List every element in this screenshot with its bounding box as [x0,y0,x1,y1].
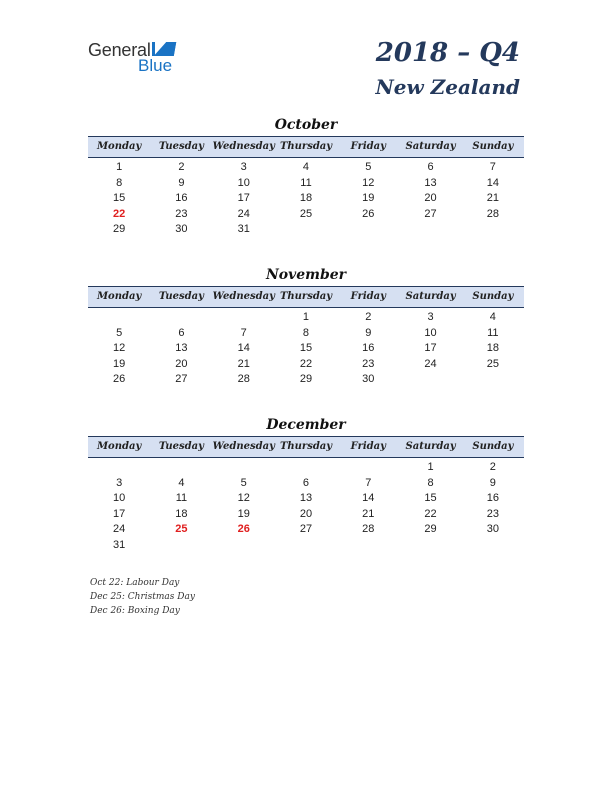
day-cell: 21 [237,357,250,370]
day-cell: 18 [175,507,188,520]
day-cell: 13 [299,492,313,504]
empty-day-cell [150,538,212,554]
day-cell: 24 [424,357,437,370]
empty-day-cell [275,460,337,476]
day-cell: 20 [424,192,437,204]
month-october [88,116,524,238]
day-cell: 26 [237,523,250,535]
day-cell: 5 [365,161,372,173]
day-cell: 19 [113,357,126,370]
weekday-saturday: Saturday [405,141,456,152]
weekday-monday: Monday [96,141,142,152]
week-row [88,507,524,523]
empty-day-cell [337,222,399,238]
holiday-note: Oct 22: Labour Day [90,578,180,588]
empty-day-cell [399,222,461,238]
weekday-monday: Monday [96,441,142,452]
day-cell: 7 [240,326,247,339]
day-cell: 14 [362,492,375,504]
empty-day-cell [275,222,337,238]
week-row [88,326,524,342]
week-row [88,191,524,207]
day-cell: 27 [175,373,188,385]
month-november [88,266,524,388]
day-cell: 18 [486,342,499,354]
day-cell: 8 [302,326,310,339]
weekday-sunday: Sunday [472,141,514,152]
day-cell: 9 [365,326,372,339]
day-cell: 28 [362,523,375,535]
day-cell: 18 [299,192,313,204]
day-cell: 3 [116,476,123,489]
day-cell: 6 [178,326,185,339]
day-cell: 21 [362,507,375,520]
weekday-sunday: Sunday [472,291,514,302]
weekday-monday: Monday [96,291,142,302]
day-cell: 26 [362,207,375,220]
day-cell: 5 [116,326,123,339]
day-cell: 19 [237,507,250,520]
day-cell: 29 [424,523,437,535]
day-cell: 5 [240,476,247,489]
generalblue-logo [88,40,188,76]
day-cell: 28 [486,207,499,220]
flag-triangle-icon [154,42,176,56]
day-cell: 16 [486,492,499,504]
month-december [88,416,524,553]
weekday-wednesday: Wednesday [212,291,275,302]
day-cell: 11 [487,326,499,339]
holiday-note: Dec 25: Christmas Day [90,592,195,602]
empty-day-cell [337,538,399,554]
empty-day-cell [462,222,524,238]
empty-day-cell [399,372,461,388]
day-cell: 25 [486,357,499,370]
day-cell: 8 [427,476,434,489]
day-cell: 2 [365,311,372,323]
day-cell: 3 [427,311,434,323]
day-cell: 24 [237,207,250,220]
day-cell: 1 [427,461,434,473]
day-cell: 7 [489,161,496,173]
day-cell: 12 [362,176,375,189]
day-cell: 14 [237,342,250,354]
day-cell: 3 [240,161,247,173]
day-cell: 27 [299,523,313,535]
weekday-friday: Friday [350,141,386,152]
day-cell: 15 [113,192,126,204]
weekday-tuesday: Tuesday [158,141,204,152]
day-cell: 24 [113,523,126,535]
month-name: October [274,117,338,133]
empty-day-cell [150,310,212,326]
day-cell: 26 [113,373,126,385]
day-cell: 4 [302,161,310,173]
day-cell: 1 [116,161,123,173]
day-cell: 13 [424,176,437,189]
day-cell: 4 [489,311,496,323]
week-row [88,538,524,554]
day-cell: 30 [362,373,375,385]
day-cell: 20 [299,507,313,520]
page-subtitle: New Zealand [375,75,520,99]
day-cell: 27 [424,207,437,220]
day-cell: 29 [113,223,126,235]
week-row [88,372,524,388]
month-name: December [266,417,346,433]
weekday-saturday: Saturday [405,291,456,302]
week-row [88,207,524,223]
day-cell: 31 [113,538,126,551]
day-cell: 31 [237,223,250,235]
day-cell: 8 [116,176,123,189]
weekday-tuesday: Tuesday [158,441,204,452]
weekday-thursday: Thursday [279,441,333,452]
day-cell: 2 [489,461,496,473]
day-cell: 11 [300,176,312,189]
day-cell: 16 [362,342,375,354]
page-title: 2018 – Q4 [375,38,520,68]
empty-day-cell [337,460,399,476]
day-cell: 6 [427,161,434,173]
logo-text-blue: Blue [138,56,173,75]
week-row [88,310,524,326]
day-cell: 21 [486,192,499,204]
week-row [88,522,524,538]
day-cell: 4 [178,476,185,489]
day-cell: 22 [424,507,437,520]
day-cell: 30 [175,223,188,235]
weekday-wednesday: Wednesday [212,141,275,152]
day-cell: 16 [175,192,188,204]
day-cell: 25 [175,523,188,535]
week-row [88,222,524,238]
day-cell: 22 [113,207,126,220]
day-cell: 14 [486,176,499,189]
day-cell: 12 [113,342,126,354]
weekday-header [88,286,524,308]
day-cell: 10 [424,326,437,339]
week-row [88,491,524,507]
weekday-thursday: Thursday [279,141,333,152]
day-cell: 29 [299,373,313,385]
day-cell: 1 [302,311,310,323]
week-row [88,176,524,192]
weekday-tuesday: Tuesday [158,291,204,302]
logo-text-general: General [88,40,151,60]
empty-day-cell [399,538,461,554]
empty-day-cell [462,372,524,388]
day-cell: 20 [175,357,188,370]
week-row [88,160,524,176]
empty-day-cell [88,460,150,476]
day-cell: 9 [489,476,496,489]
day-cell: 15 [424,492,437,504]
day-cell: 10 [237,176,250,189]
day-cell: 23 [486,507,499,520]
month-name: November [265,267,347,283]
day-cell: 28 [237,373,250,385]
day-cell: 22 [299,357,313,370]
empty-day-cell [462,538,524,554]
day-cell: 7 [365,476,372,489]
day-cell: 17 [237,192,250,204]
weekday-wednesday: Wednesday [212,441,275,452]
day-cell: 23 [175,207,188,220]
week-row [88,341,524,357]
day-cell: 30 [486,523,499,535]
day-cell: 17 [424,342,437,354]
day-cell: 13 [175,342,188,354]
day-cell: 17 [113,507,126,520]
day-cell: 11 [175,492,188,504]
empty-day-cell [213,460,275,476]
empty-day-cell [213,538,275,554]
day-cell: 6 [302,476,310,489]
day-cell: 25 [299,207,313,220]
weekday-thursday: Thursday [279,291,333,302]
weekday-sunday: Sunday [472,441,514,452]
day-cell: 9 [178,176,185,189]
week-row [88,460,524,476]
holiday-notes [90,576,195,618]
weekday-friday: Friday [350,441,386,452]
day-cell: 23 [362,357,375,370]
week-row [88,357,524,373]
weekday-friday: Friday [350,291,386,302]
empty-day-cell [150,460,212,476]
day-cell: 12 [237,492,250,504]
day-cell: 15 [299,342,313,354]
day-cell: 2 [178,161,185,173]
day-cell: 10 [113,492,126,504]
weekday-header [88,136,524,158]
day-cell: 19 [362,192,375,204]
empty-day-cell [88,310,150,326]
weekday-saturday: Saturday [405,441,456,452]
empty-day-cell [275,538,337,554]
week-row [88,476,524,492]
holiday-note: Dec 26: Boxing Day [90,606,180,616]
empty-day-cell [213,310,275,326]
weekday-header [88,436,524,458]
